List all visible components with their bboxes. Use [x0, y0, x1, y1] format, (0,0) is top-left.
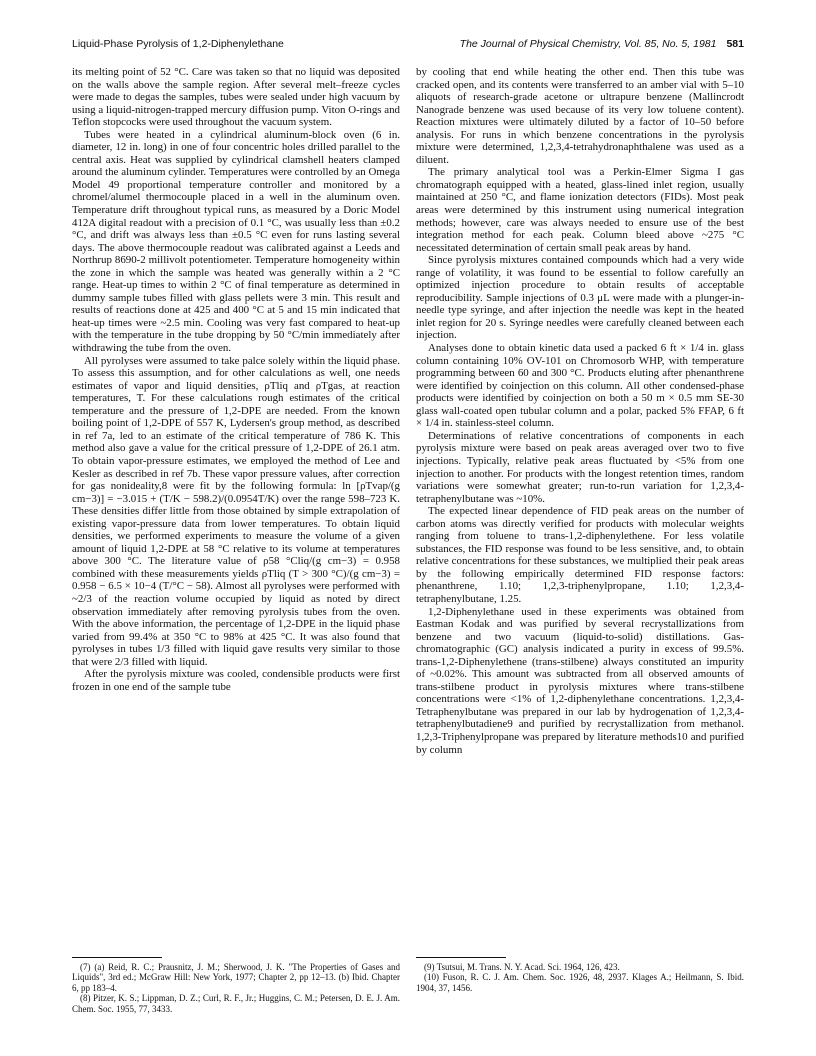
paragraph: Determinations of relative concentrations of components in each pyrolysis mixture were based on peak areas averaged over two to five injections. Typically, relative peak areas fluctuated by <5% from one injection to another. For products with the longest retention times, random variations were somewhat greater; run-to-run variation for 1,2,3,4-tetraphenylbutane was ~10%. — [416, 429, 744, 505]
footnotes-right — [416, 962, 744, 993]
paragraph: by cooling that end while heating the other end. Then this tube was cracked open, and its contents were transferred to an amber vial with 5–10 aliquots of research-grade acetone or ultrapure benzene (Mallincrodt Nanograde benzene was used because of its very low toluene content). Reaction mixtures were ultimately diluted by a factor of 10–50 before analysis. For runs in which benzene concentrations in the pyrolysis mixture were determined, 1,2,3,4-tetrahydronaphthalene was used as a diluent. — [416, 66, 744, 166]
left-column — [72, 66, 400, 693]
footnote: (8) Pitzer, K. S.; Lippman, D. Z.; Curl, R. F., Jr.; Huggins, C. M.; Petersen, D. E. J. Am. Chem. Soc. 1955, 77, 3433. — [72, 993, 400, 1014]
paragraph: The expected linear dependence of FID peak areas on the number of carbon atoms was directly verified for products with molecular weights ranging from toluene to trans-1,2-diphenylethene. For less volatile substances, the FID response was found to be less sensitive, and, to obtain relative concentrations for these substances, we multiplied their peak areas by the following empirically determined FID response factors: phenanthrene, 1.10; 1,2,3-triphenylpropane, 1.10; 1,2,3,4-tetraphenylbutane, 1.25. — [416, 505, 744, 605]
footnote-divider — [416, 957, 506, 958]
paragraph: After the pyrolysis mixture was cooled, condensible products were first frozen in one end of the sample tube — [72, 668, 400, 693]
footnote: (7) (a) Reid, R. C.; Prausnitz, J. M.; Sherwood, J. K. "The Properties of Gases and Liquids", 3rd ed.; McGraw Hill: New York, 1977; Chapter 2, pp 12–13. (b) Ibid. Chapter 6, pp 183–4. — [72, 962, 400, 993]
footnote-divider — [72, 957, 162, 958]
paragraph: Tubes were heated in a cylindrical aluminum-block oven (6 in. diameter, 12 in. long) in one of four concentric holes drilled parallel to the central axis. Heat was supplied by cylindrical clamshell heaters clamped around the aluminum cylinder. Temperatures were controlled by an Omega Model 49 proportional temperature controller and monitored by a chromel/alumel thermocouple placed in a well in the aluminum oven. Temperature drift throughout typical runs, as measured by a Doric Model 412A digital readout with a precision of 0.1 °C, was usually less than ±0.2 °C, and drift was always less than ±0.5 °C even for runs lasting several days. The above thermocouple readout was calibrated against a Leeds and Northrup 8690-2 millivolt potentiometer. Temperature homogeneity within the zone in which the sample was heated was generally within a 2 °C range. Heat-up times to within 2 °C of final temperature as determined in dummy sample tubes filled with glass pellets were 3 min. This result and results of reactions done at 425 and 400 °C at 5 and 15 min indicated that heat-up times were ~2.5 min. Cooling was very fast compared to heat-up with the temperature in the tube dropping by 50 °C/min immediately after withdrawing the tube from the oven. — [72, 128, 400, 355]
paragraph: Since pyrolysis mixtures contained compounds which had a very wide range of volatility, it was found to be essential to follow carefully an optimized injection procedure to obtain results of acceptable reproducibility. Sample injections of 0.3 μL were made with a plunger-in-needle type syringe, and after injection the needle was kept in the heated inlet region for 20 s. Syringe needles were carefully cleaned between each injection. — [416, 254, 744, 342]
paragraph: 1,2-Diphenylethane used in these experiments was obtained from Eastman Kodak and was purified by several recrystallizations from benzene and two vacuum (liquid-to-solid) distillations. Gas-chromatographic (GC) analysis indicated a purity in excess of 99.5%. trans-1,2-Diphenylethene (trans-stilbene) always constituted an impurity of ~0.02%. This amount was subtracted from all observed amounts of trans-stilbene product in pyrolysis mixtures where trans-stilbene concentrations were <1% of 1,2-diphenylethane concentrations. 1,2,3,4-Tetraphenylbutane was prepared in our lab by hydrogenation of 1,2,3,4-tetraphenylbutadiene9 and purified by recrystallization from methanol. 1,2,3-Triphenylpropane was prepared by literature methods10 and purified by column — [416, 605, 744, 756]
paragraph: Analyses done to obtain kinetic data used a packed 6 ft × 1/4 in. glass column containing 10% OV-101 on Chromosorb WHP, with temperature programming between 60 and 300 °C. Products eluting after phenanthrene were identified by coinjection on this column. All other condensed-phase products were identified by coinjection on both a 50 m × 0.5 mm SE-30 glass wall-coated open tubular column and a polar, packed 5% FFAP, 6 ft × 1/4 in. stainless-steel column. — [416, 342, 744, 430]
paragraph: The primary analytical tool was a Perkin-Elmer Sigma I gas chromatograph equipped with a heated, glass-lined inlet region, usually maintained at 250 °C, and flame ionization detectors (FIDs). Most peak areas were determined by this instrument using numerical integration methods; however, care was always needed to ensure use of the best integration method for each peak. Column bleed above ~275 °C necessitated determination of certain small peak areas by hand. — [416, 166, 744, 254]
footnotes-left — [72, 962, 400, 1014]
footnote: (9) Tsutsui, M. Trans. N. Y. Acad. Sci. 1964, 126, 423. — [424, 962, 620, 972]
journal-citation — [460, 38, 744, 50]
running-title: Liquid-Phase Pyrolysis of 1,2-Diphenylethane — [72, 38, 284, 50]
paragraph: All pyrolyses were assumed to take palce solely within the liquid phase. To assess this assumption, and for other calculations as well, one needs estimates of vapor and liquid densities, ρTliq and ρTgas, at reaction temperatures, T. For these calculations rough estimates of the critical temperature and the pressure of 1,2-DPE are needed. From the known boiling point of 1,2-DPE of 557 K, Lydersen's group method, as described in ref 7a, led to an estimate of the critical temperature of 786 K. This method also gave a value for the critical pressure of 1,2-DPE of 26.1 atm. To obtain vapor-pressure estimates, we employed the method of Lee and Kesler as described in ref 7b. These vapor pressure values, after correction for gas nonideality,8 were fit by the following formula: ln [ρTvap/(g cm−3)] = −3.015 + (T/K − 598.2)/(0.0954T/K) over the range 598–723 K. These densities differ little from those obtained by simple extrapolation of existing vapor-pressure data from lower temperatures. To obtain liquid densities, we performed experiments to measure the volume of a given amount of liquid 1,2-DPE at 58 °C relative to its volume at temperatures above 300 °C. The literature value of ρ58 °Cliq/(g cm−3) = 0.958 combined with these measurements yields ρTliq (T > 300 °C)/(g cm−3) = 0.958 − 6.5 × 10−4 (T/°C − 58). Almost all pyrolyses were performed with ~2/3 of the reaction volume occupied by liquid as noted by direct observation immediately after removing pyrolysis tubes from the oven. With the above information, the percentage of 1,2-DPE in the liquid phase varied from 99.4% at 350 °C to 98% at 425 °C. It was also found that pyrolyses in tubes 1/3 filled with liquid gave results very similar to those that were 2/3 filled with liquid. — [72, 354, 400, 668]
journal-name: The Journal of Physical Chemistry, Vol. 85, No. 5, 1981 — [459, 38, 717, 50]
paragraph: its melting point of 52 °C. Care was taken so that no liquid was deposited on the walls above the sample region. After several melt–freeze cycles were made to degas the samples, tubes were sealed under high vacuum by using a liquid-nitrogen-trapped mercury diffusion pump. Viton O-rings and Teflon stopcocks were used throughout the vacuum system. — [72, 66, 400, 129]
right-column — [416, 66, 744, 756]
footnote: (10) Fuson, R. C. J. Am. Chem. Soc. 1926, 48, 2937. Klages A.; Heilmann, S. Ibid. 1904, 37, 1456. — [416, 972, 744, 993]
page-number: 581 — [726, 38, 744, 50]
